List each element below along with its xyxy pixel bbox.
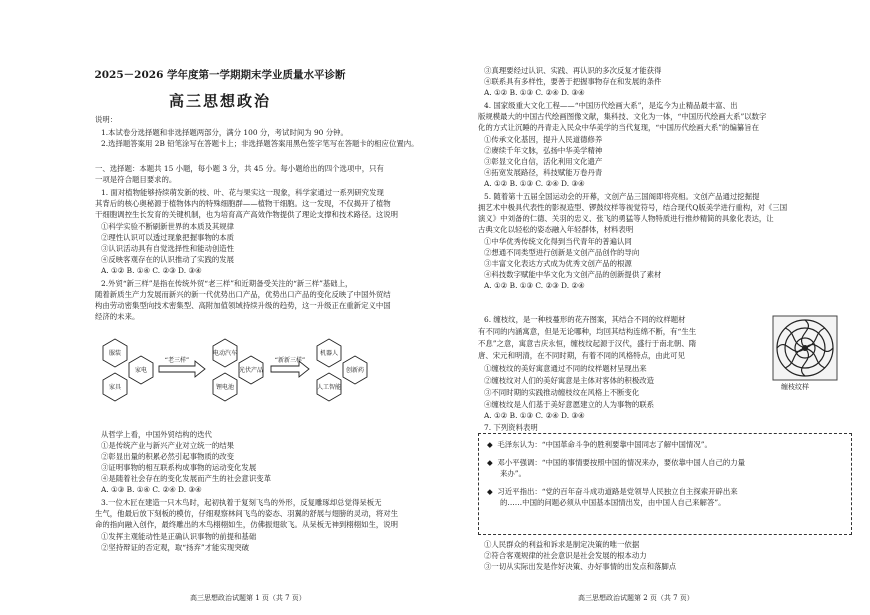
- q2-stem: 从哲学上看，中国外贸结构的迭代: [101, 430, 212, 439]
- q3-line: 命的指向融入创作，最终雕出的木鸟栩栩如生，仿佛振翅欲飞。从呆板无神到栩栩如生，说明: [95, 520, 399, 529]
- q7-option: ②符合客观规律的社会意识是社会发展的根本动力: [484, 551, 647, 560]
- q5-line: 拥艺术中极具代表性的影视造型、锣鼓纹样等视觉符号，结合现代Q版美学进行重构，对《三国: [478, 203, 788, 212]
- twining-pattern-image: [772, 315, 838, 381]
- q4-option: ②赓续千年文脉，弘扬中华美学精神: [484, 146, 603, 155]
- q5-option: ④科技数字赋能中华文化为文创产品的创新提供了素材: [484, 270, 662, 279]
- new-item: 人工智能: [316, 384, 342, 391]
- q6-option: ③不同时期的实践推动缠枝纹在风格上不断变化: [484, 388, 640, 397]
- section-heading: 一、选择题：本题共 15 小题，每小题 3 分，共 45 分。每小题给出的四个选项中，只有: [95, 164, 384, 173]
- q2-option: ②彰显出量的积累必然引起事物质的改变: [101, 452, 235, 461]
- quote-line: ◆ 毛泽东认为：“中国革命斗争的胜利要靠中国同志了解中国情况”。: [487, 440, 712, 449]
- notice-heading: 说明：: [95, 115, 118, 124]
- q5-option: ①中华优秀传统文化得到当代青年的普遍认同: [484, 237, 632, 246]
- subject-title: 高三思想政治: [168, 92, 271, 110]
- new-item: 机器人: [319, 350, 339, 357]
- q2-line: 2.外贸“新三样”是指在传统外贸“老三样”和近期备受关注的“新三样”基础上，: [101, 279, 353, 288]
- old-item: 家具: [108, 384, 122, 391]
- q2-option: ①是传统产业与新兴产业对立统一的结果: [101, 441, 235, 450]
- mid-item: 光伏产品: [238, 367, 264, 374]
- q4-choices: A. ①② B. ①③ C. ②④ D. ③④: [484, 179, 585, 188]
- q1-line: 1. 面对植物能够持续萌发新的枝、叶、花与果实这一现象，科学家通过一系列研究发现: [101, 188, 384, 197]
- q4-option: ①传承文化基因，提升人民道德修养: [484, 135, 603, 144]
- quote-line: 的……中国的问题必须从中国基本国情出发，由中国人自己来解答”。: [500, 498, 726, 507]
- q1-option: ③认识活动具有自觉选择性和能动创造性: [101, 244, 235, 253]
- q1-choices: A. ①② B. ①④ C. ②③ D. ③④: [101, 266, 202, 275]
- q6-option: ②缠枝纹对人们的美好寓意是主体对客体的积极改造: [484, 376, 654, 385]
- mid-item: 电动汽车: [212, 350, 238, 357]
- q7-stem: 7. 下列资料表明: [484, 423, 538, 432]
- q3-line: 3.一位木匠在建造一只木鸟时，起初执着于复刻飞鸟的外形，反复雕琢却总觉得呆板无: [101, 498, 382, 507]
- new-item: 创新药: [345, 367, 365, 374]
- q5-line: 演义》中刘备的仁德、关羽的忠义、张飞的勇猛等人物特质进行推炒精简的具象化表达，让: [478, 214, 774, 223]
- q5-option: ②想通不同类型进行创新是文创产品创作的导向: [484, 248, 640, 257]
- q4-option: ④拓宽发展路径，科技赋能万卷丹青: [484, 168, 603, 177]
- q1-line: 干细胞调控生长发育的关键机制，也为培育高产高效作物提供了理论支撑和技术路径。这说明: [95, 210, 399, 219]
- q2-line: 经济的未来。: [95, 312, 140, 321]
- q6-choices: A. ①② B. ①③ C. ②④ D. ③④: [484, 411, 585, 420]
- q5-option: ③丰富文化表达方式成为优秀文创产品的根源: [484, 259, 632, 268]
- q1-option: ①科学实验不断刷新世界的本质及其规律: [101, 222, 235, 231]
- page-footer: 高三思想政治试题第 2 页（共 7 页）: [578, 594, 694, 602]
- old-item: 家电: [134, 367, 148, 374]
- exam-title: 2025－2026 学年度第一学期期末学业质量水平诊断: [94, 69, 346, 81]
- q4-line: 4. 国家级重大文化工程——“中国历代绘画大系”，是迄今为止精品最丰富、出: [484, 101, 738, 110]
- q7-option: ③一切从实际出发是作好决策、办好事情的出发点和落脚点: [484, 562, 677, 571]
- notice-line-2: 2.选择题答案用 2B 铅笔涂写在答题卡上；非选择题答案用黑色签字笔写在答题卡的相应位置内。: [101, 139, 419, 148]
- q2-line: 随着新质生产力发展而新兴的新一代优势出口产品，优势出口产品的变化反映了中国外贸结: [95, 290, 391, 299]
- q1-option: ④反映客观存在的认识推动了实践的发展: [101, 255, 235, 264]
- q6-option: ①缠枝纹的美好寓意通过不同的纹样题材呈现出来: [484, 364, 647, 373]
- quote-box: [478, 433, 852, 535]
- q5-line: 古典文化以轻松的姿态融入年轻群体，材料表明: [478, 225, 634, 234]
- q2-choices: A. ①③ B. ①④ C. ②④ D. ③④: [101, 485, 202, 494]
- q6-option: ④缠枝纹是人们基于美好意愿建立的人为事物的联系: [484, 400, 654, 409]
- notice-line-1: 1.本试卷分选择题和非选择题两部分，满分 100 分，考试时间为 90 分钟。: [101, 128, 348, 137]
- old-item: 服装: [108, 350, 122, 357]
- q3-option: ④联系具有多样性，要善于把握事物存在和发展的条件: [484, 77, 662, 86]
- q4-line: 化的方式让沉睡的丹青走入民众中华美学的当代复现，“中国历代绘画大系”的编纂旨在: [478, 123, 760, 132]
- q1-line: 其背后的核心奥秘源于植物体内的特殊细胞群——植物干细胞。这一发现，不仅揭开了植物: [95, 199, 391, 208]
- q6-line: 唐、宋元和明清，在不同时期，有着不同的风格特点，由此可见: [478, 351, 685, 360]
- quote-line: 来办”。: [500, 469, 526, 478]
- q4-line: 版规模最大的中国古代绘画图像文献，集科技、文化为一体，“中国历代绘画大系”以数字: [478, 112, 767, 121]
- q6-line: 6. 缠枝纹，是一种枝蔓形的花卉图案，其结合不同的纹样题材: [484, 315, 686, 324]
- q5-choices: A. ①② B. ①③ C. ②③ D. ②④: [484, 281, 585, 290]
- page-footer: 高三思想政治试题第 1 页（共 7 页）: [190, 594, 306, 602]
- old-three-label: “老三样”: [164, 357, 190, 364]
- pattern-caption: 缠枝纹样: [781, 383, 809, 391]
- q2-line: 构由劳动密集型向技术密集型、高附加值领域持续升级的趋势，这一升级正在重新定义中国: [95, 301, 391, 310]
- q3-option: ③真理要经过认识、实践、再认识的多次反复才能获得: [484, 66, 662, 75]
- q2-option: ③证明事物的相互联系构成事物的运动变化发展: [101, 463, 257, 472]
- q3-option: ①发挥主观能动性是正确认识事物的前提和基础: [101, 532, 257, 541]
- q5-line: 5. 随着第十五届全国运动会的开幕，文创产品三国阁即将亮相。文创产品通过挖掘提: [484, 192, 760, 201]
- section-heading-cont: 一项是符合题目要求的。: [95, 175, 177, 184]
- q3-choices: A. ①② B. ①③ C. ②④ D. ③④: [484, 88, 585, 97]
- trade-diagram: [95, 336, 395, 428]
- q6-line: 有不同的内涵寓意，但是无论哪种，均回其结构连绵不断，有“生生: [478, 327, 697, 336]
- q1-option: ②理性认识可以透过现象把握事物的本质: [101, 233, 235, 242]
- new-three-label: “新新三样”: [274, 357, 306, 364]
- q2-option: ④是随着社会存在的变化发展而产生的社会意识变革: [101, 474, 271, 483]
- mid-item: 锂电池: [215, 384, 235, 391]
- q3-line: 生气，他最后放下刻板的模仿，仔细观察林间飞鸟的姿态、羽翼的舒展与翅膀的灵动，将对生: [95, 509, 399, 518]
- q6-line: 不息”之意，寓意吉庆永恒，缠枝纹起源于汉代，盛行于南北朝、隋: [478, 339, 697, 348]
- q7-option: ①人民群众的利益和诉求是制定决策的唯一依据: [484, 540, 640, 549]
- quote-line: ◆ 邓小平强调：“中国的事情要按照中国的情况来办，要依靠中国人自己的力量: [487, 458, 746, 467]
- quote-line: ◆ 习近平指出：“党的百年奋斗成功道路是党领导人民独立自主探索开辟出来: [487, 487, 738, 496]
- q4-option: ③彰显文化自信，活化利用文化遗产: [484, 157, 603, 166]
- q3-option: ②坚持辩证的否定观，取“扬弃”才能实现突破: [101, 543, 249, 552]
